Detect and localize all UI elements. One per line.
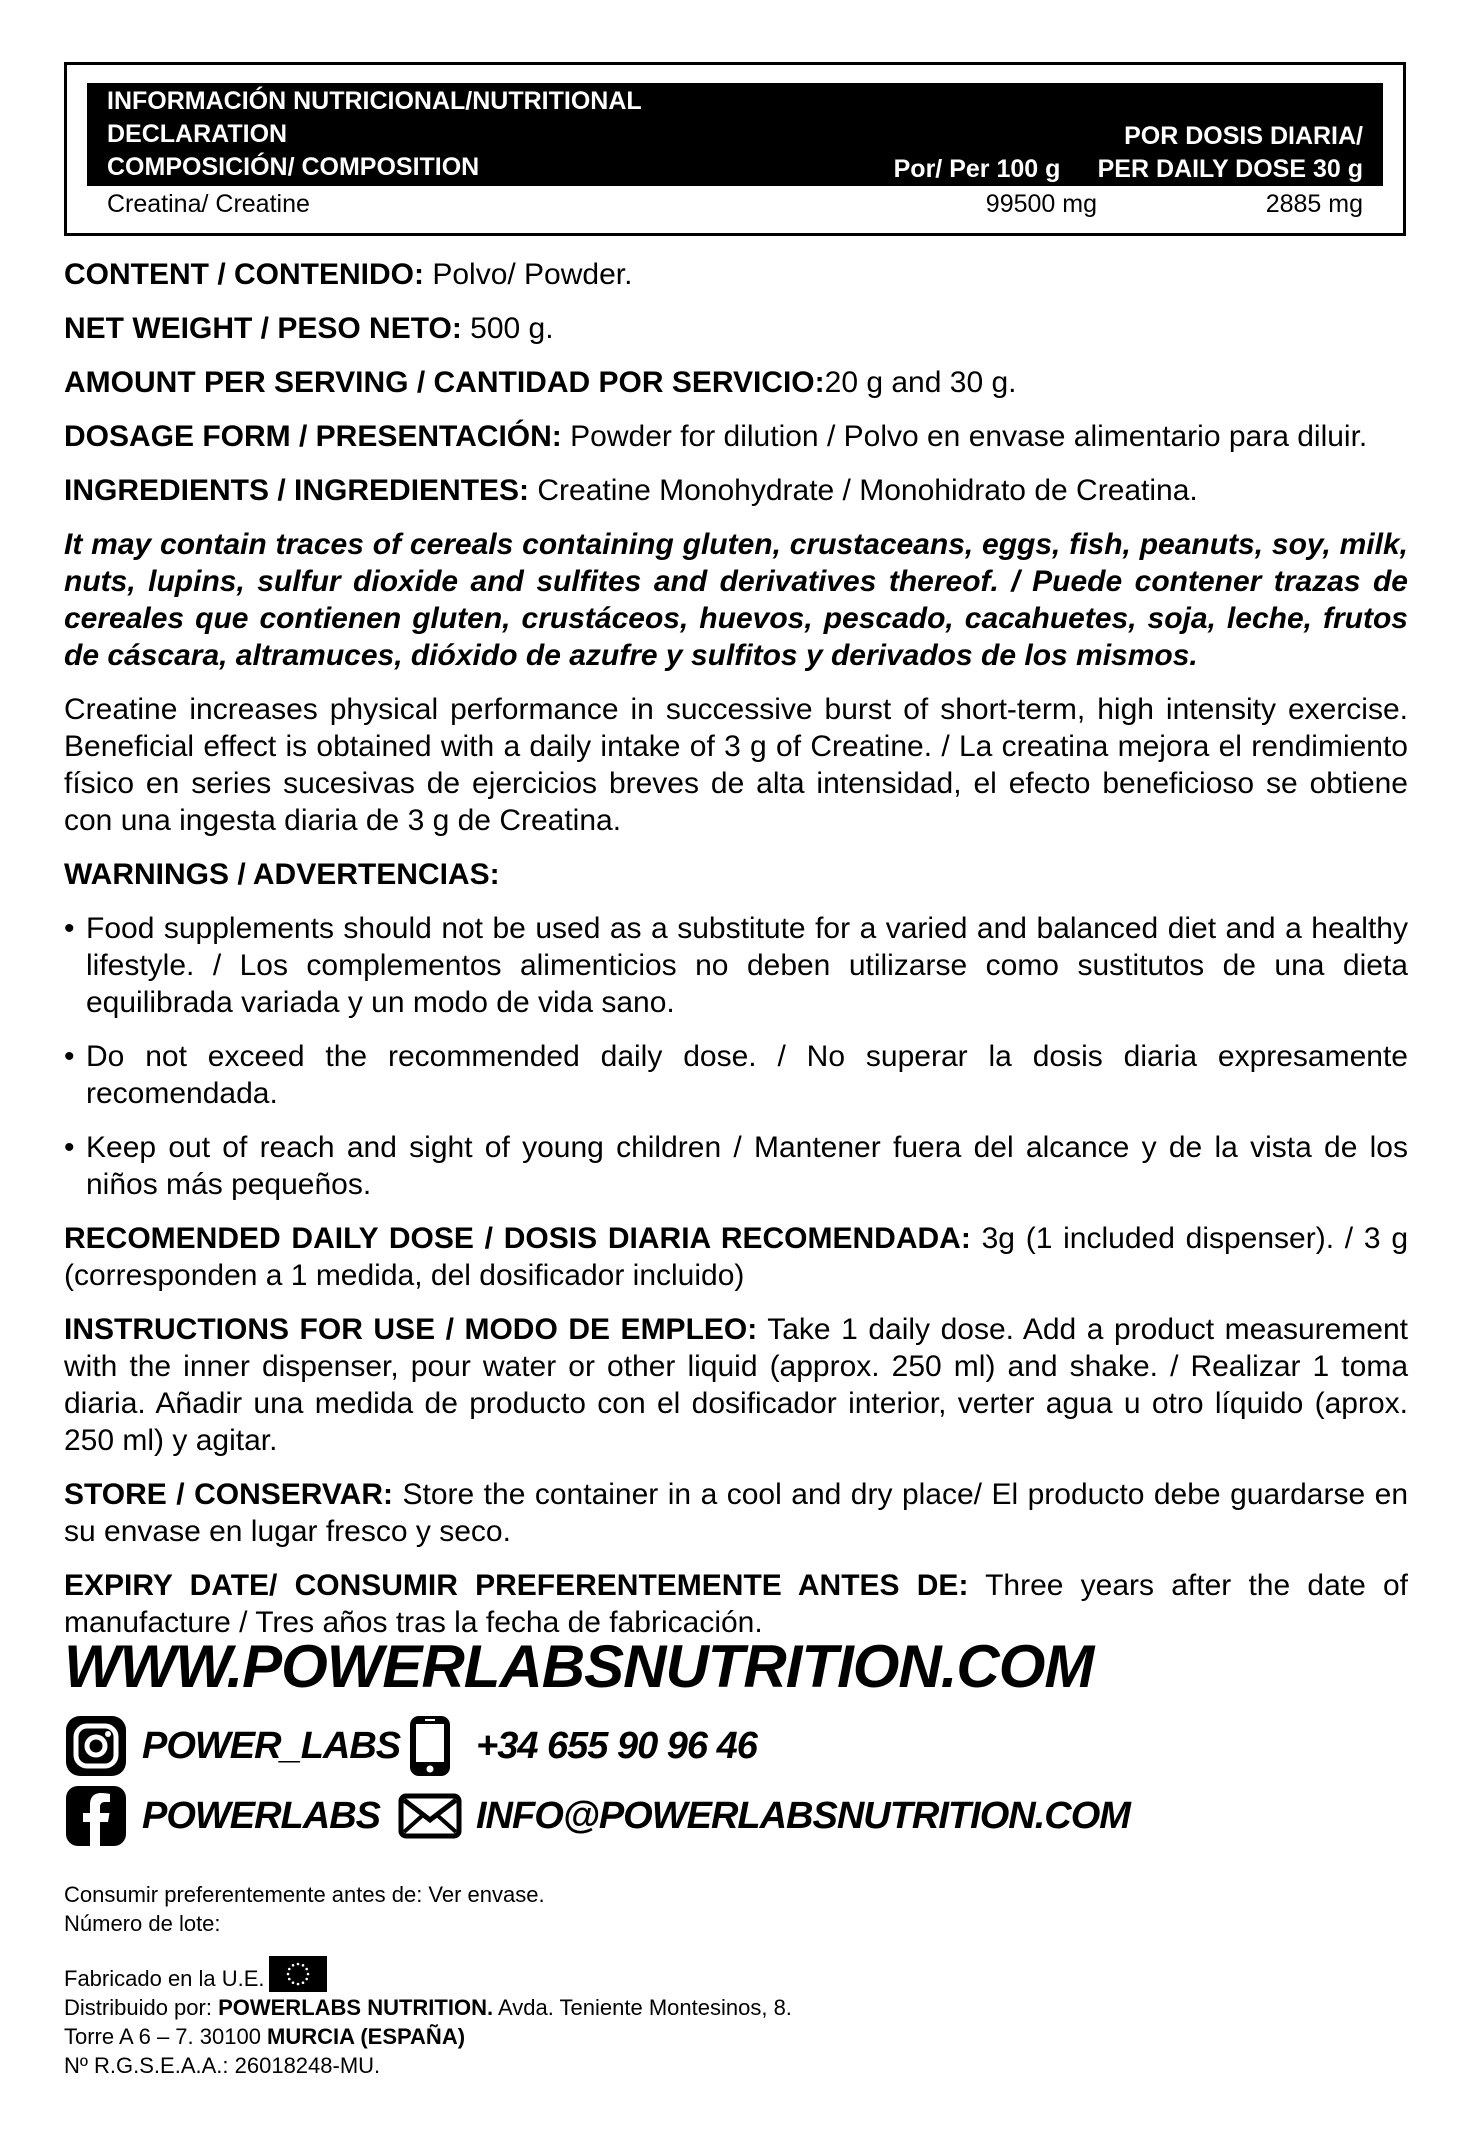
- facebook-contact[interactable]: [64, 1784, 380, 1848]
- warnings-heading: [64, 856, 1408, 893]
- city-name: MURCIA (ESPAÑA): [267, 2024, 466, 2049]
- bullet: •: [64, 912, 75, 945]
- ingredients-value: Creatine Monohydrate / Monohidrato de Creatina.: [529, 474, 1198, 507]
- dosage-label: DOSAGE FORM / PRESENTACIÓN:: [64, 420, 562, 453]
- amount-line: [64, 364, 1408, 401]
- header-per-daily-dose: [1098, 120, 1363, 186]
- instructions-value: Take 1 daily dose. Add a product measurement with the inner dispenser, pour water or other liquid (approx. 250 ml) and shake. / Realizar 1 toma diaria. Añadir una medida de producto con el dosificador interior, verter agua u otro líquido (aprox. 250 ml) y agitar.: [64, 1313, 1408, 1457]
- address-line-1: Avda. Teniente Montesinos, 8.: [493, 1995, 792, 2020]
- header-line: DECLARATION: [107, 120, 288, 148]
- label-content: [64, 256, 1408, 1641]
- ingredients-label: INGREDIENTS / INGREDIENTES:: [64, 474, 530, 507]
- amount-value: 20 g and 30 g.: [824, 366, 1017, 399]
- header-line: PER DAILY DOSE 30 g: [1097, 155, 1363, 183]
- instagram-contact[interactable]: [64, 1714, 400, 1778]
- address-line: [64, 2022, 792, 2051]
- row-per-100g: 99500 mg: [985, 190, 1097, 218]
- header-line: POR DOSIS DIARIA/: [1124, 122, 1363, 150]
- instructions-label: INSTRUCTIONS FOR USE / MODO DE EMPLEO:: [64, 1313, 758, 1346]
- net-weight-value: 500 g.: [461, 312, 554, 345]
- bullet: •: [64, 1131, 75, 1164]
- nutrition-table-header: [87, 83, 1383, 186]
- envelope-icon: [398, 1784, 462, 1848]
- store-line: [64, 1476, 1408, 1550]
- phone-contact[interactable]: [398, 1714, 757, 1778]
- footer-block-2: [64, 1956, 792, 2080]
- allergen-statement: It may contain traces of cereals containing gluten, crustaceans, eggs, fish, peanuts, soy, milk, nuts, lupins, sulfur dioxide and sulfites and derivatives thereof. / Puede contener trazas de cereales que contienen gluten, crustáceos, huevos, pescado, cacahuetes, soja, leche, frutos de cáscara, altramuces, dióxido de azufre y sulfitos y derivados de los mismos.: [64, 528, 1408, 672]
- footer-block-1: [64, 1880, 545, 1938]
- net-weight-line: [64, 310, 1408, 347]
- facebook-handle: POWERLABS: [142, 1794, 380, 1837]
- header-composition: [107, 85, 667, 184]
- warning-item: [64, 910, 1408, 1021]
- distributor-line: [64, 1993, 792, 2022]
- warning-text: Do not exceed the recommended daily dose. / No superar la dosis diaria expresamente recomendada.: [86, 1040, 1408, 1110]
- instagram-icon: [64, 1714, 128, 1778]
- header-line: COMPOSICIÓN/ COMPOSITION: [107, 153, 480, 181]
- phone-number: +34 655 90 96 46: [476, 1724, 757, 1767]
- warning-item: [64, 1129, 1408, 1203]
- warning-item: [64, 1038, 1408, 1112]
- expiry-line: [64, 1567, 1408, 1641]
- daily-dose-value: 3g (1 included dispenser). / 3 g (corresponden a 1 medida, del dosificador incluido): [64, 1222, 1409, 1292]
- warnings-label: WARNINGS / ADVERTENCIAS:: [64, 858, 500, 891]
- distributed-prefix: Distribuido por:: [64, 1995, 219, 2020]
- store-value: Store the container in a cool and dry place/ El producto debe guardarse en su envase en lugar fresco y seco.: [64, 1478, 1409, 1548]
- made-in-text: Fabricado en la U.E.: [64, 1966, 265, 1991]
- table-row: [107, 186, 1363, 222]
- facebook-icon: [64, 1784, 128, 1848]
- dosage-line: [64, 418, 1408, 455]
- address-line-2: Torre A 6 – 7. 30100: [64, 2024, 268, 2049]
- lot-number: Número de lote:: [64, 1911, 221, 1936]
- net-weight-label: NET WEIGHT / PESO NETO:: [64, 312, 462, 345]
- store-label: STORE / CONSERVAR:: [64, 1478, 394, 1511]
- dosage-value: Powder for dilution / Polvo en envase alimentario para diluir.: [561, 420, 1368, 453]
- content-label: CONTENT / CONTENIDO:: [64, 258, 424, 291]
- bullet: •: [64, 1040, 75, 1073]
- website-link[interactable]: WWW.POWERLABSNUTRITION.COM: [64, 1633, 1094, 1700]
- content-value: Polvo/ Powder.: [424, 258, 633, 291]
- best-before-note: Consumir preferentemente antes de: Ver envase.: [64, 1882, 545, 1907]
- instagram-handle: POWER_LABS: [142, 1724, 401, 1767]
- daily-dose-label: RECOMENDED DAILY DOSE / DOSIS DIARIA RECOMENDADA:: [64, 1222, 971, 1255]
- warning-text: Keep out of reach and sight of young children / Mantener fuera del alcance y de la vista de los niños más pequeños.: [86, 1131, 1408, 1201]
- email-contact[interactable]: [398, 1784, 1130, 1848]
- mobile-phone-icon: [398, 1714, 462, 1778]
- expiry-label: EXPIRY DATE/ CONSUMIR PREFERENTEMENTE ANTES DE:: [64, 1569, 969, 1602]
- made-in-line: [64, 1956, 792, 1993]
- content-line: [64, 256, 1408, 293]
- daily-dose-line: [64, 1220, 1408, 1294]
- expiry-value: Three years after the date of manufacture / Tres años tras la fecha de fabricación.: [64, 1569, 1408, 1639]
- distributor-name: POWERLABS NUTRITION.: [218, 1995, 494, 2020]
- health-claim: Creatine increases physical performance in successive burst of short-term, high intensity exercise. Beneficial effect is obtained with a daily intake of 3 g of Creatine. / La creatina mejora el rendimiento físico en series sucesivas de ejercicios breves de alta intensidad, el efecto beneficioso se obtiene con una ingesta diaria de 3 g de Creatina.: [64, 693, 1408, 837]
- registry-number: Nº R.G.S.E.A.A.: 26018248-MU.: [64, 2053, 381, 2078]
- warning-text: Food supplements should not be used as a substitute for a varied and balanced diet and a healthy lifestyle. / Los complementos alimenticios no deben utilizarse como sustitutos de una dieta equilibrada variada y un modo de vida sano.: [86, 912, 1408, 1019]
- header-per-100g: Por/ Per 100 g: [893, 155, 1061, 183]
- row-per-dose: 2885 mg: [1265, 190, 1363, 218]
- amount-label: AMOUNT PER SERVING / CANTIDAD POR SERVICIO:: [64, 366, 825, 399]
- header-line: INFORMACIÓN NUTRICIONAL/NUTRITIONAL: [107, 87, 642, 115]
- instructions-line: [64, 1311, 1408, 1459]
- email-address: INFO@POWERLABSNUTRITION.COM: [476, 1794, 1130, 1837]
- ingredients-line: [64, 472, 1408, 509]
- nutrition-table: [64, 62, 1406, 236]
- eu-flag-icon: [269, 1956, 327, 1992]
- row-name: Creatina/ Creatine: [107, 190, 310, 218]
